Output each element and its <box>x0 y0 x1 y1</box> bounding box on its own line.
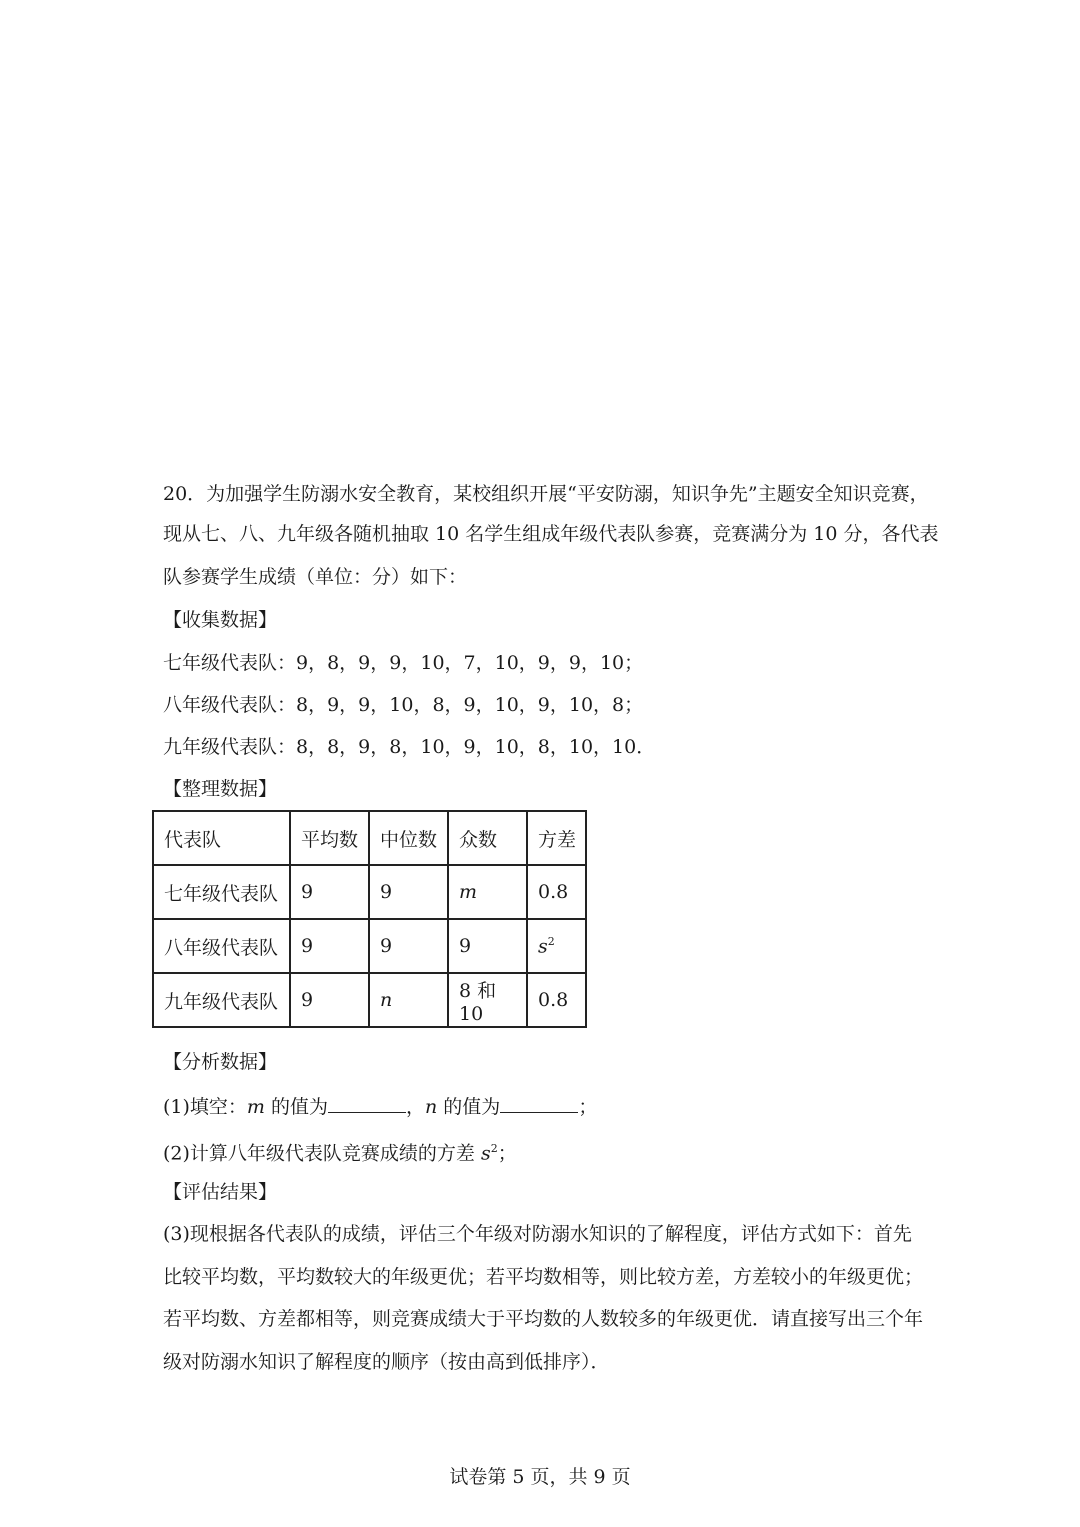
q1-end: ； <box>578 1096 598 1118</box>
table-cell: 9 <box>290 919 369 973</box>
question-3-line-1: (3)现根据各代表队的成绩，评估三个年级对防溺水知识的了解程度，评估方式如下：首先 <box>163 1223 912 1245</box>
table-cell: 9 <box>369 919 448 973</box>
problem-intro-line-3: 队参赛学生成绩（单位：分）如下： <box>163 566 468 588</box>
table-header-cell: 方差 <box>527 811 586 865</box>
analysis-heading: 【分析数据】 <box>163 1051 278 1073</box>
q1-prefix: (1)填空： <box>163 1096 247 1118</box>
q1-m-var: m <box>246 1096 265 1118</box>
q2-end: ； <box>497 1142 517 1165</box>
table-cell: m <box>448 865 527 919</box>
table-cell-variance <box>527 919 586 973</box>
q2-exponent: 2 <box>490 1142 498 1155</box>
q1-n-var: n <box>425 1096 438 1118</box>
variance-symbol: s <box>538 935 548 958</box>
page-footer: 试卷第 5 页，共 9 页 <box>449 1466 631 1488</box>
table-row <box>153 973 586 1027</box>
evaluation-heading: 【评估结果】 <box>163 1181 278 1203</box>
table-header-cell: 中位数 <box>369 811 448 865</box>
problem-intro-line-1: 20．为加强学生防溺水安全教育，某校组织开展“平安防溺，知识争先”主题安全知识竞赛， <box>163 483 929 505</box>
statistics-table <box>152 810 587 1028</box>
organize-data-heading: 【整理数据】 <box>163 778 278 800</box>
table-cell: 0.8 <box>527 865 586 919</box>
table-header-cell: 平均数 <box>290 811 369 865</box>
table-cell: 九年级代表队 <box>153 973 290 1027</box>
grade7-scores: 七年级代表队：9，8，9，9，10，7，10，9，9，10； <box>163 652 644 674</box>
table-row <box>153 865 586 919</box>
table-row <box>153 919 586 973</box>
grade9-scores: 九年级代表队：8，8，9，8，10，9，10，8，10，10． <box>163 736 656 758</box>
question-3-line-3: 若平均数、方差都相等，则竞赛成绩大于平均数的人数较多的年级更优．请直接写出三个年 <box>163 1308 924 1330</box>
table-cell: 9 <box>369 865 448 919</box>
q1-mid1: 的值为 <box>264 1096 328 1118</box>
problem-intro-line-2: 现从七、八、九年级各随机抽取 10 名学生组成年级代表队参赛，竞赛满分为 10 分，各代表 <box>163 523 939 545</box>
table-header-row <box>153 811 586 865</box>
table-cell: 八年级代表队 <box>153 919 290 973</box>
table-cell: n <box>369 973 448 1027</box>
question-3-line-4: 级对防溺水知识了解程度的顺序（按由高到低排序）． <box>163 1351 610 1373</box>
table-cell: 七年级代表队 <box>153 865 290 919</box>
q2-var: s <box>480 1142 491 1165</box>
variance-exponent: 2 <box>547 934 555 948</box>
table-cell: 9 <box>448 919 527 973</box>
table-cell: 9 <box>290 973 369 1027</box>
grade8-scores: 八年级代表队：8，9，9，10，8，9，10，9，10，8； <box>163 694 644 716</box>
collect-data-heading: 【收集数据】 <box>163 609 278 631</box>
q1-blank-m <box>328 1094 406 1113</box>
table-header-cell: 代表队 <box>153 811 290 865</box>
table-header-cell: 众数 <box>448 811 527 865</box>
table-cell: 9 <box>290 865 369 919</box>
question-1: (1)填空：m 的值为 ，n 的值为 ； <box>163 1096 598 1118</box>
question-3-line-2: 比较平均数，平均数较大的年级更优；若平均数相等，则比较方差，方差较小的年级更优； <box>163 1266 924 1288</box>
q2-prefix: (2)计算八年级代表队竞赛成绩的方差 <box>163 1142 481 1165</box>
table-cell: 8 和 10 <box>448 973 527 1027</box>
question-2 <box>163 1137 517 1165</box>
table-cell: 0.8 <box>527 973 586 1027</box>
q1-mid2: 的值为 <box>437 1096 501 1118</box>
q1-blank-n <box>500 1094 578 1113</box>
